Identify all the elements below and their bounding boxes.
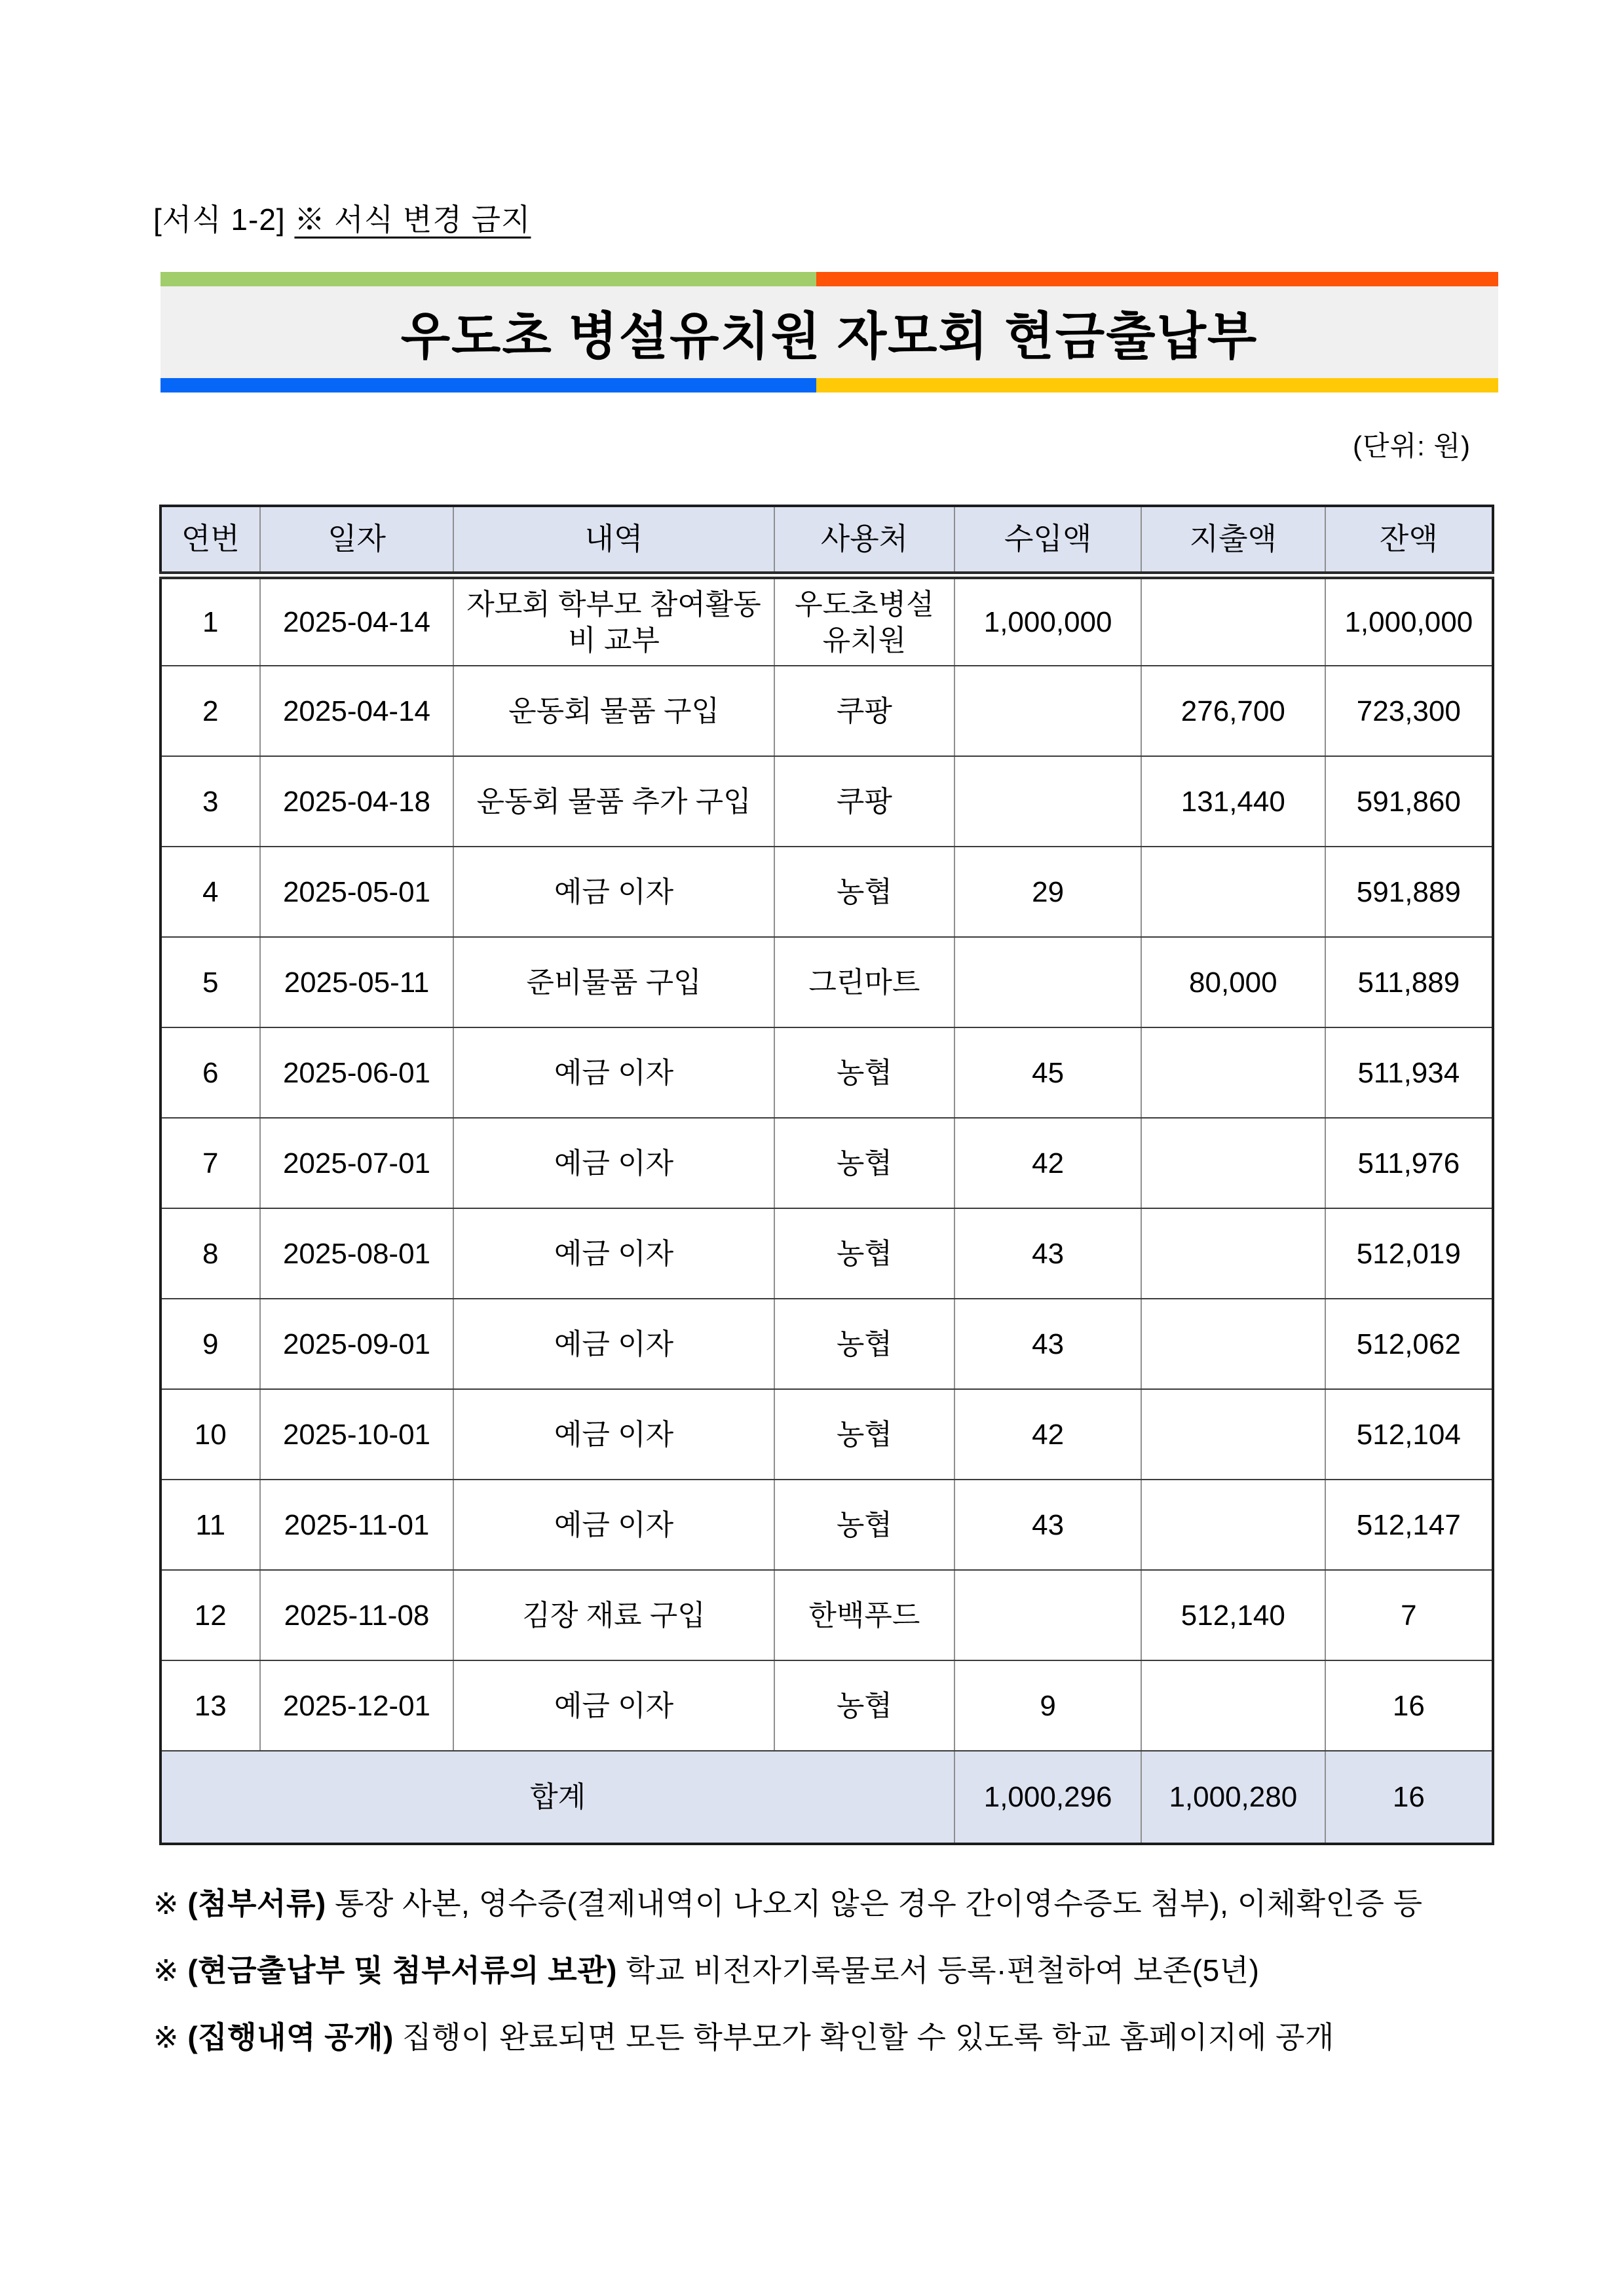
cell-description: 예금 이자 [453, 1660, 774, 1751]
cell-description: 예금 이자 [453, 847, 774, 937]
cell-income-amount [954, 937, 1141, 1027]
cell-expense-amount: 276,700 [1141, 666, 1325, 756]
cell-income-amount: 43 [954, 1299, 1141, 1389]
banner-top-green-segment [161, 272, 816, 286]
cell-date: 2025-07-01 [260, 1118, 454, 1208]
banner-top-orange-segment [816, 272, 1498, 286]
total-row [161, 1751, 1493, 1844]
cell-row-no: 8 [161, 1208, 260, 1299]
cell-vendor: 농협 [774, 1299, 955, 1389]
cell-expense-amount [1141, 1299, 1325, 1389]
col-header-no: 연번 [161, 506, 260, 575]
cell-balance-amount: 1,000,000 [1325, 575, 1493, 666]
cell-balance-amount: 591,860 [1325, 756, 1493, 847]
footnote-text: 집행이 완료되면 모든 학부모가 확인할 수 있도록 학교 홈페이지에 공개 [402, 2020, 1334, 2055]
cell-expense-amount [1141, 1480, 1325, 1570]
cell-date: 2025-11-01 [260, 1480, 454, 1570]
table-row [161, 1208, 1493, 1299]
footnote-marker: ※ [153, 2020, 179, 2055]
table-row [161, 575, 1493, 666]
cell-balance-amount: 512,104 [1325, 1389, 1493, 1480]
banner-bottom-bar [161, 378, 1498, 392]
cell-row-no: 1 [161, 575, 260, 666]
table-body [161, 575, 1493, 1751]
cell-vendor: 농협 [774, 847, 955, 937]
cell-vendor: 농협 [774, 1660, 955, 1751]
cell-date: 2025-09-01 [260, 1299, 454, 1389]
cell-vendor: 농협 [774, 1389, 955, 1480]
cell-vendor: 우도초병설유치원 [774, 575, 955, 666]
banner-bottom-blue-segment [161, 378, 816, 392]
cell-description: 김장 재료 구입 [453, 1570, 774, 1660]
cashbook-table [159, 505, 1494, 1845]
cell-date: 2025-08-01 [260, 1208, 454, 1299]
col-header-income: 수입액 [954, 506, 1141, 575]
page-title: 우도초 병설유치원 자모회 현금출납부 [400, 307, 1258, 365]
cell-vendor: 농협 [774, 1480, 955, 1570]
total-income-cell: 1,000,296 [954, 1751, 1141, 1844]
table-row [161, 1299, 1493, 1389]
table-header-row [161, 506, 1493, 575]
cell-expense-amount [1141, 1208, 1325, 1299]
cell-balance-amount: 723,300 [1325, 666, 1493, 756]
cell-description: 예금 이자 [453, 1208, 774, 1299]
total-label-cell: 합계 [161, 1751, 954, 1844]
banner-top-bar [161, 272, 1498, 286]
cell-date: 2025-06-01 [260, 1027, 454, 1118]
form-label [153, 202, 531, 238]
cell-vendor: 한백푸드 [774, 1570, 955, 1660]
cell-balance-amount: 512,019 [1325, 1208, 1493, 1299]
cell-balance-amount: 511,976 [1325, 1118, 1493, 1208]
cell-balance-amount: 16 [1325, 1660, 1493, 1751]
table-row [161, 1389, 1493, 1480]
cell-balance-amount: 591,889 [1325, 847, 1493, 937]
cell-date: 2025-05-11 [260, 937, 454, 1027]
col-header-desc: 내역 [453, 506, 774, 575]
cell-balance-amount: 511,889 [1325, 937, 1493, 1027]
total-expense-cell: 1,000,280 [1141, 1751, 1325, 1844]
cell-date: 2025-04-18 [260, 756, 454, 847]
cell-row-no: 3 [161, 756, 260, 847]
cell-row-no: 9 [161, 1299, 260, 1389]
table-row [161, 1118, 1493, 1208]
table-row [161, 1660, 1493, 1751]
cell-income-amount [954, 756, 1141, 847]
unit-label: (단위: 원) [1352, 430, 1471, 461]
col-header-vendor: 사용처 [774, 506, 955, 575]
col-header-expense: 지출액 [1141, 506, 1325, 575]
table-row [161, 756, 1493, 847]
cell-date: 2025-10-01 [260, 1389, 454, 1480]
cell-balance-amount: 7 [1325, 1570, 1493, 1660]
cell-row-no: 11 [161, 1480, 260, 1570]
cell-expense-amount: 131,440 [1141, 756, 1325, 847]
table-row [161, 666, 1493, 756]
cell-income-amount: 29 [954, 847, 1141, 937]
cell-row-no: 4 [161, 847, 260, 937]
cell-date: 2025-04-14 [260, 666, 454, 756]
cell-vendor: 쿠팡 [774, 666, 955, 756]
cell-expense-amount [1141, 575, 1325, 666]
footnote-marker: ※ [153, 1886, 179, 1921]
cell-row-no: 5 [161, 937, 260, 1027]
footnote-marker: ※ [153, 1953, 179, 1988]
cell-vendor: 농협 [774, 1118, 955, 1208]
footnote-attachments [153, 1886, 1500, 1922]
cell-expense-amount: 80,000 [1141, 937, 1325, 1027]
cell-date: 2025-11-08 [260, 1570, 454, 1660]
title-band [161, 286, 1498, 378]
cell-expense-amount [1141, 1660, 1325, 1751]
footnote-disclosure [153, 2019, 1500, 2056]
cell-income-amount: 9 [954, 1660, 1141, 1751]
cell-row-no: 2 [161, 666, 260, 756]
cell-description: 예금 이자 [453, 1389, 774, 1480]
form-label-prefix: [서식 1-2] [153, 202, 286, 237]
cell-description: 예금 이자 [453, 1118, 774, 1208]
cell-balance-amount: 511,934 [1325, 1027, 1493, 1118]
cell-expense-amount [1141, 1118, 1325, 1208]
cell-description: 예금 이자 [453, 1299, 774, 1389]
cell-expense-amount [1141, 1389, 1325, 1480]
col-header-balance: 잔액 [1325, 506, 1493, 575]
title-banner [161, 272, 1498, 392]
cell-expense-amount: 512,140 [1141, 1570, 1325, 1660]
cell-income-amount [954, 666, 1141, 756]
cell-balance-amount: 512,147 [1325, 1480, 1493, 1570]
cell-row-no: 13 [161, 1660, 260, 1751]
total-balance-cell: 16 [1325, 1751, 1493, 1844]
footnote-retention [153, 1953, 1500, 1989]
table-row [161, 847, 1493, 937]
cell-row-no: 12 [161, 1570, 260, 1660]
cell-income-amount: 45 [954, 1027, 1141, 1118]
footnote-bold-label: (현금출납부 및 첨부서류의 보관) [187, 1953, 617, 1988]
cell-date: 2025-04-14 [260, 575, 454, 666]
cell-income-amount: 42 [954, 1118, 1141, 1208]
cell-description: 준비물품 구입 [453, 937, 774, 1027]
footnote-bold-label: (집행내역 공개) [187, 2020, 394, 2055]
cell-description: 운동회 물품 추가 구입 [453, 756, 774, 847]
table-row [161, 1027, 1493, 1118]
cell-vendor: 쿠팡 [774, 756, 955, 847]
table-row [161, 1480, 1493, 1570]
cell-expense-amount [1141, 847, 1325, 937]
footnote-bold-label: (첨부서류) [187, 1886, 326, 1921]
cell-description: 운동회 물품 구입 [453, 666, 774, 756]
cell-description: 자모회 학부모 참여활동비 교부 [453, 575, 774, 666]
footnote-text: 통장 사본, 영수증(결제내역이 나오지 않은 경우 간이영수증도 첨부), 이체확인증 등 [335, 1886, 1423, 1921]
table-row [161, 937, 1493, 1027]
cell-vendor: 농협 [774, 1027, 955, 1118]
col-header-date: 일자 [260, 506, 454, 575]
table-row [161, 1570, 1493, 1660]
cell-date: 2025-12-01 [260, 1660, 454, 1751]
cell-expense-amount [1141, 1027, 1325, 1118]
cell-vendor: 그린마트 [774, 937, 955, 1027]
cell-description: 예금 이자 [453, 1027, 774, 1118]
cell-row-no: 10 [161, 1389, 260, 1480]
footnote-text: 학교 비전자기록물로서 등록·편철하여 보존(5년) [626, 1953, 1260, 1988]
cell-date: 2025-05-01 [260, 847, 454, 937]
banner-bottom-yellow-segment [816, 378, 1498, 392]
cell-income-amount: 43 [954, 1208, 1141, 1299]
cell-row-no: 6 [161, 1027, 260, 1118]
footnotes [153, 1886, 1500, 2087]
cell-description: 예금 이자 [453, 1480, 774, 1570]
cell-income-amount: 43 [954, 1480, 1141, 1570]
cell-income-amount [954, 1570, 1141, 1660]
cell-income-amount: 1,000,000 [954, 575, 1141, 666]
cell-vendor: 농협 [774, 1208, 955, 1299]
cell-income-amount: 42 [954, 1389, 1141, 1480]
cell-balance-amount: 512,062 [1325, 1299, 1493, 1389]
cell-row-no: 7 [161, 1118, 260, 1208]
form-label-no-change-notice: ※ 서식 변경 금지 [294, 202, 531, 237]
